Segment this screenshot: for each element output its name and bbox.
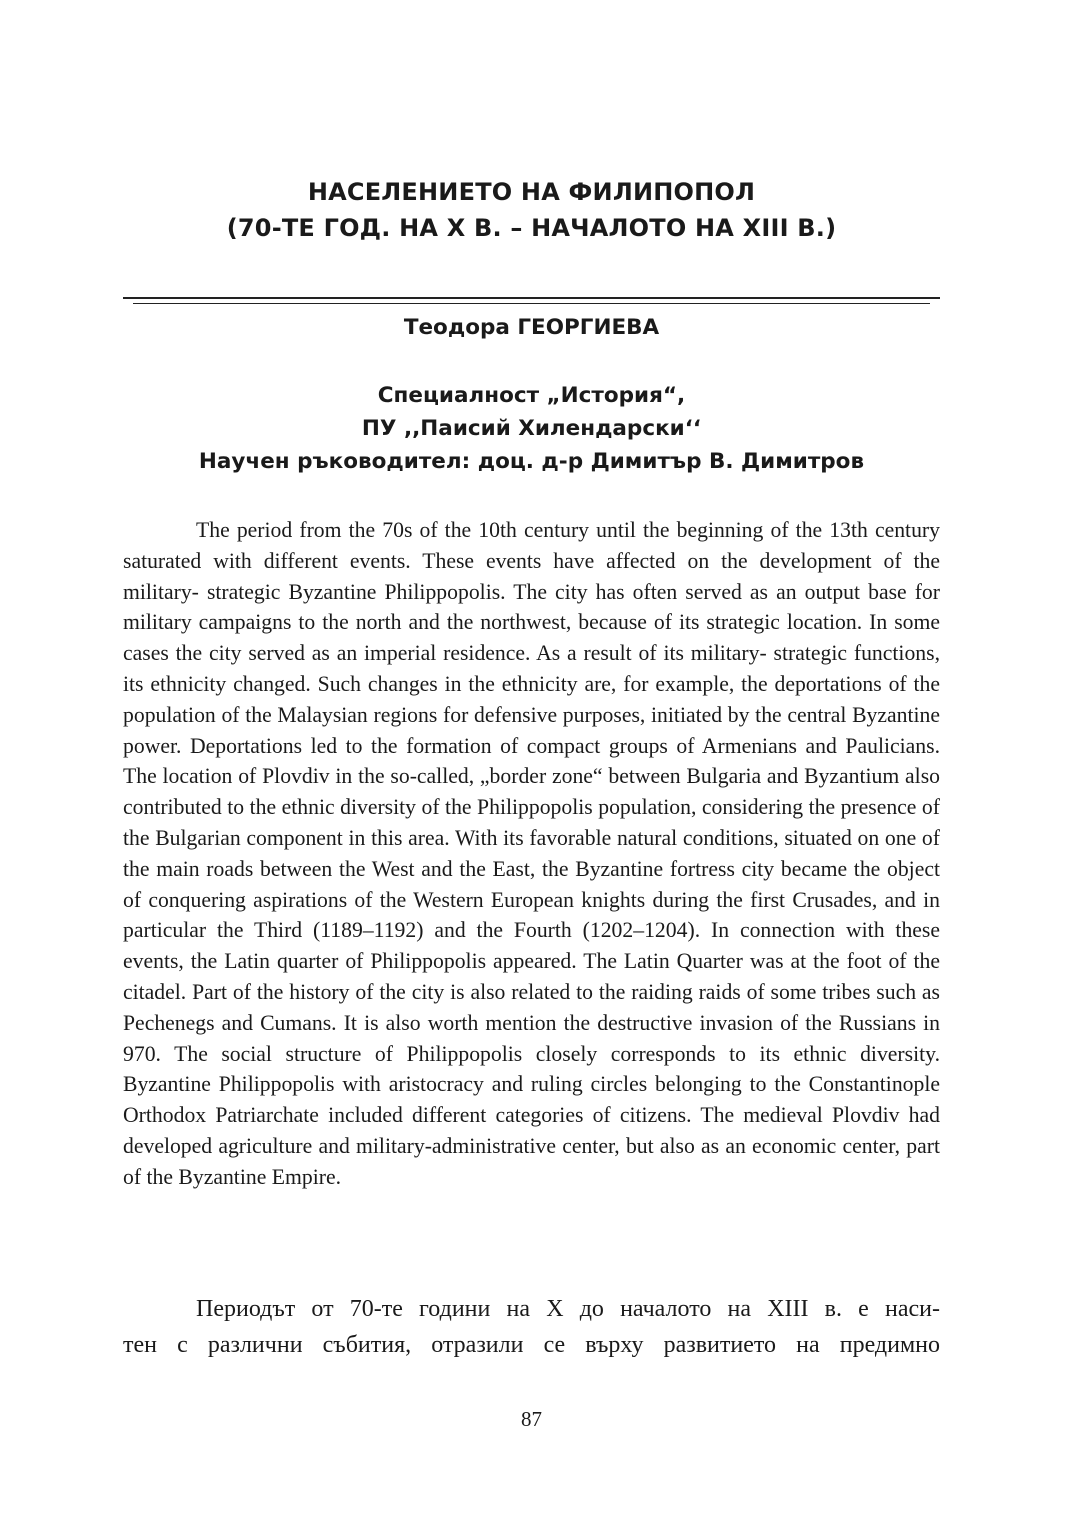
body-line-2: тен с различни събития, отразили се върху развитието на предимно (123, 1332, 940, 1358)
page-number: 87 (521, 1407, 542, 1431)
author-affiliation (123, 379, 940, 478)
affiliation-specialty: Специалност „История“, (377, 383, 686, 408)
paper-title-line-2: (70-ТЕ ГОД. НА Х В. – НАЧАЛОТО НА ХIII В.) (226, 214, 837, 242)
author-name: Теодора ГЕОРГИЕВА (403, 315, 660, 340)
body-paragraph (123, 1291, 940, 1363)
affiliation-supervisor: Научен ръководител: доц. д-р Димитър В. Димитров (198, 449, 865, 474)
affiliation-university: ПУ ,,Паисий Хилендарски‘‘ (361, 416, 702, 441)
paper-title (123, 174, 940, 246)
title-divider-thin (133, 303, 930, 304)
english-abstract: The period from the 70s of the 10th century until the beginning of the 13th century saturated with different events. These events have affected on the development of the military- strategic Byzantine Philippopolis. The city has often served as an output base for military campaigns to the north and the northwest, because of its strategic location. In some cases the city served as an imperial residence. As a result of its military- strategic functions, its ethnicity changed. Such changes in the ethnicity are, for example, the deportations of the population of the Malaysian regions for defensive purposes, initiated by the central Byzantine power. Deportations led to the formation of compact groups of Armenians and Paulicians. The location of Plovdiv in the so-called, „border zone“ between Bulgaria and Byzantium also contributed to the ethnic diversity of the Philippopolis population, considering the presence of the Bulgarian component in this area. With its favorable natural conditions, situated on one of the main roads between the West and the East, the Byzantine fortress city became the object of conquering aspirations of the Western European knights during the first Crusades, and in particular the Third (1189–1192) and the Fourth (1202–1204). In connection with these events, the Latin quarter of Philippopolis appeared. The Latin Quarter was at the foot of the citadel. Part of the history of the city is also related to the raiding raids of some tribes such as Pechenegs and Cumans. It is also worth mention the destructive invasion of the Russians in 970. The social structure of Philippopolis closely corresponds to its ethnic diversity. Byzantine Philippopolis with aristocracy and ruling circles belonging to the Constantinople Orthodox Patriarchate included different categories of citizens. The medieval Plovdiv had developed agriculture and military-administrative center, but also as an economic center, part of the Byzantine Empire. (123, 518, 940, 1189)
body-line-1: Периодът от 70-те години на Х до началото на ХIII в. е наси- (196, 1296, 940, 1322)
paper-title-line-1: НАСЕЛЕНИЕТО НА ФИЛИПОПОЛ (307, 178, 756, 206)
title-divider-thick (123, 297, 940, 299)
